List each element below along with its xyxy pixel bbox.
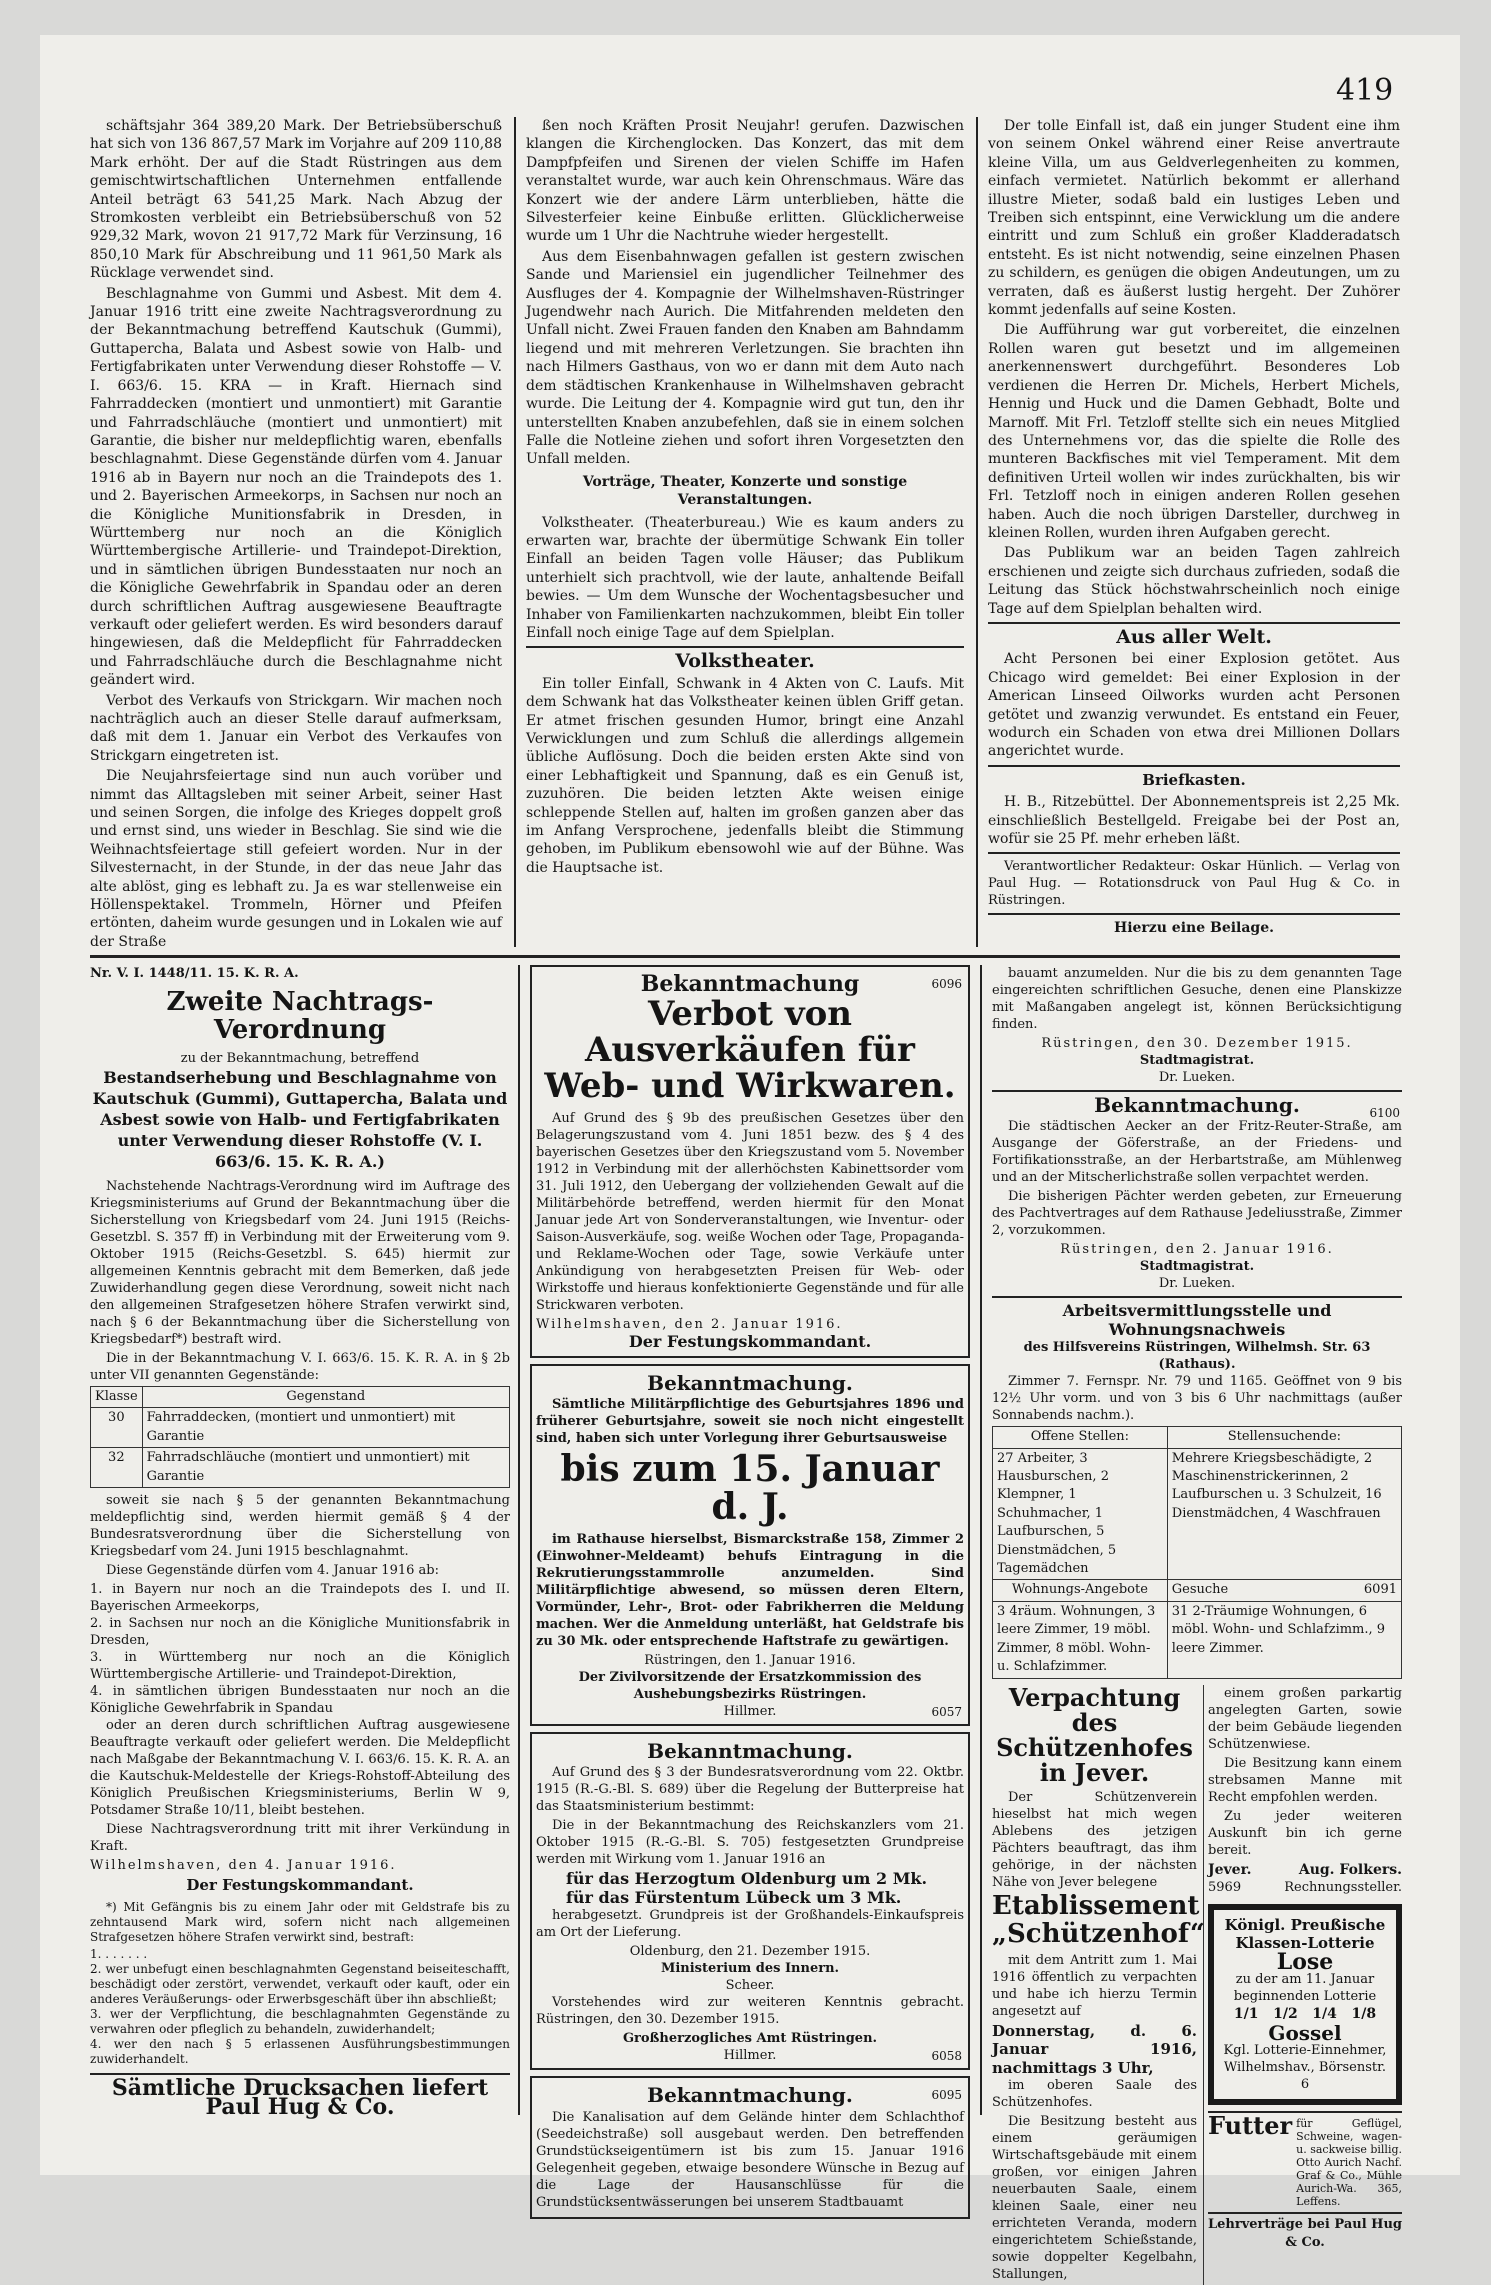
- signature: Der Festungskommandant.: [90, 1876, 510, 1894]
- table-row: [993, 1601, 1402, 1678]
- paragraph: im Rathause hierselbst, Bismarckstraße 158, Zimmer 2 (Einwohner-Meldeamt) behufs Eintragung in die Rekrutierungsstammrolle anzumelden. Sind Militärpflichtige abwesend, so müssen deren Eltern, Vormünder, Lehr-, Brot- oder Fabrikherren die Meldung machen. Wer die Anmeldung unterläßt, hat Geldstrafe bis zu 30 Mk. oder entsprechende Haftstrafe zu gewärtigen.: [536, 1531, 964, 1650]
- gesuche-label: Gesuche: [1172, 1582, 1228, 1597]
- section-divider: [90, 955, 1400, 958]
- paragraph: ßen noch Kräften Prosit Neujahr! gerufen. Dazwischen klangen die Kirchenglocken. Das Konzert, das mit dem Dampfpfeifen und Sirenen der vielen Schiffe im Hafen veranstaltet wurde, war auch kein Ohrenschmaus. Wäre das Konzert wie der andere Lärm unterblieben, hätte die Silvesterfeier keine Einbuße erlitten. Glücklicherweise wurde um 1 Uhr die Nachtruhe wieder hergestellt.: [526, 117, 964, 246]
- paragraph: Die Kanalisation auf dem Gelände hinter dem Schlachthof (Seedeichstraße) soll ausgebaut werden. Den betreffenden Grundstückseigentümern ist bis zum 15. Januar 1916 Gelegenheit gegeben, etwaige besondere Wünsche in Bezug auf die Lage der Hausanschlüsse für die Grundstücksentwässerungen bei unserem Stadtbauamt: [536, 2109, 964, 2211]
- contact-name: Aug. Folkers.: [1299, 1861, 1402, 1879]
- lehrvertraege-line: Lehrverträge bei Paul Hug & Co.: [1208, 2212, 1402, 2253]
- paragraph: Die in der Bekanntmachung des Reichskanzlers vom 21. Oktober 1915 (R.-G.-Bl. S. 705) festgesetzten Grundpreise werden mit Wirkung vom 1. Januar 1916 an: [536, 1817, 964, 1868]
- column-divider: [976, 117, 978, 947]
- schuetzenhof-right: [1203, 1685, 1402, 2285]
- ordinance-title: Zweite Nachtrags-Verordnung: [90, 989, 510, 1044]
- column-2-bottom: [530, 965, 970, 2115]
- goods-table: [90, 1386, 510, 1488]
- paragraph: Die Besitzung kann einem strebsamen Manne mit Recht empfohlen werden.: [1208, 1755, 1402, 1806]
- ad-number: 6057: [931, 1703, 962, 1721]
- schuetzenhof-title-3: in Jever.: [992, 1760, 1197, 1785]
- date-line: Oldenburg, den 21. Dezember 1915.: [536, 1943, 964, 1960]
- ad-heading: Bekanntmachung.: [536, 1742, 964, 1760]
- table-header-row: [91, 1387, 510, 1408]
- paragraph: H. B., Ritzebüttel. Der Abonnementspreis ist 2,25 Mk. einschließlich Bestellgeld. Freigabe bei der Post an, wofür sie 25 Pf. mehr erheben läßt.: [988, 793, 1400, 848]
- signature-name: Hillmer.: [536, 2047, 964, 2064]
- paragraph: Aus dem Eisenbahnwagen gefallen ist gestern zwischen Sande und Mariensiel ein jugendlicher Teilnehmer des Ausfluges der 4. Kompagnie der Wilhelmshaven-Rüstringer Jugendwehr nach Aurich. Die Mitfahrenden meldeten den Unfall nicht. Zwei Frauen fanden den Knaben am Bahndamm liegend und mit mehreren Verletzungen. Sie brachten ihn nach Hilmers Gasthaus, von wo er dann mit dem Auto nach dem städtischen Krankenhause in Wilhelmshaven gebracht wurde. Die Leitung der 4. Kompagnie wird gut tun, den ihr unterstellten Knaben anzubefehlen, daß sie in einem solchen Falle die Notleine ziehen und sofort ihren Vorgesetzten den Unfall melden.: [526, 248, 964, 469]
- date-line: Wilhelmshaven, den 4. Januar 1916.: [90, 1857, 510, 1874]
- paragraph: Auf Grund des § 3 der Bundesratsverordnung vom 22. Oktbr. 1915 (R.-G.-Bl. S. 689) über die Regelung der Butterpreise hat das Staatsministerium bestimmt:: [536, 1764, 964, 1815]
- list-item: 1. in Bayern nur noch an die Traindepots des I. und II. Bayerischen Armeekorps,: [90, 1581, 510, 1615]
- deadline-title: bis zum 15. Januar d. J.: [536, 1451, 964, 1527]
- footnote-intro: *) Mit Gefängnis bis zu einem Jahr oder mit Geldstrafe bis zu zehntausend Mark wird, sofern nicht nach allgemeinen Strafgesetzen höhere Strafen verwirkt sind, bestraft:: [90, 1900, 510, 1945]
- ad-heading: Bekanntmachung.: [536, 1374, 964, 1392]
- footnote-item: 4. wer den nach § 5 erlassenen Ausführungsbestimmungen zuwiderhandelt.: [90, 2037, 510, 2067]
- paragraph: Der tolle Einfall ist, daß ein junger Student eine ihm von seinem Onkel während einer Reise anvertraute kleine Villa, um aus Geldverlegenheiten zu kommen, einfach vermietet. Natürlich bekommt er allerhand illustre Mieter, sodaß bald ein lustiges Leben und Treiben sich entspinnt, eine Verwicklung um die andere eintritt und zum Schluß ein großer Kladderadatsch entsteht. Es ist nicht notwendig, seine einzelnen Phasen zu schildern, es genügen die obigen Andeutungen, um zu verraten, daß es äußerst lustig hergeht. Der Zuhörer kommt jedenfalls auf seine Kosten.: [988, 117, 1400, 319]
- lose-text: zu der am 11. Januar beginnenden Lotterie: [1220, 1971, 1390, 2005]
- table-header: Klasse: [91, 1387, 143, 1408]
- column-1-top: [90, 117, 502, 947]
- lotterie-ad: [1208, 1904, 1402, 2105]
- paragraph: Die Besitzung besteht aus einem geräumigen Wirtschaftsgebäude mit einem großen, vor einigen Jahren neuerbauten Saale, einem kleinen Saale, einer neu errichteten Veranda, modern eingerichtetem Schießstande, sowie doppelter Kegelbahn, Stallungen,: [992, 2113, 1197, 2283]
- aus-aller-welt-heading: Aus aller Welt.: [988, 628, 1400, 646]
- table-header: [1167, 1580, 1401, 1601]
- print-ad-footer: Sämtliche Drucksachen liefert Paul Hug & Co.: [90, 2073, 510, 2116]
- footnote-item: 1. . . . . . .: [90, 1947, 510, 1962]
- paragraph: Nachstehende Nachtrags-Verordnung wird im Auftrage des Kriegsministeriums auf Grund der Bekanntmachung über die Sicherstellung von Kriegsbedarf vom 24. Juni 1915 (Reichs-Gesetzbl. S. 357 ff) in Verbindung mit der Erweiterung vom 9. Oktober 1915 (Reichs-Gesetzbl. S. 645) hiermit zur allgemeinen Kenntnis gebracht mit dem Bemerken, daß jede Zuwiderhandlung gegen diese Verordnung, soweit nicht nach den allgemeinen Strafgesetzen höhere Strafen verwirkt sind, nach § 6 der Bekanntmachung über die Sicherstellung von Kriegsbedarf*) bestraft wird.: [90, 1178, 510, 1348]
- paragraph: im oberen Saale des Schützenhofes.: [992, 2077, 1197, 2111]
- contact-role: Rechnungssteller.: [1284, 1879, 1402, 1896]
- arbeit-title: Arbeitsvermittlungsstelle und Wohnungsnachweis: [992, 1302, 1402, 1339]
- arbeit-subtitle: des Hilfsvereins Rüstringen, Wilhelmsh. Str. 63 (Rathaus).: [992, 1339, 1402, 1373]
- gossel-text: Kgl. Lotterie-Einnehmer, Wilhelmshav., Börsenstr. 6: [1220, 2042, 1390, 2093]
- paragraph: Acht Personen bei einer Explosion getötet. Aus Chicago wird gemeldet: Bei einer Explosion in der American Linseed Oilworks wurden acht Personen getötet und zwanzig verwundet. Es entstand ein Feuer, wodurch ein Schaden von etwa drei Millionen Dollars angerichtet wurde.: [988, 650, 1400, 760]
- signature: Großherzogliches Amt Rüstringen.: [536, 2030, 964, 2047]
- table-cell: 30: [91, 1408, 143, 1448]
- date-line: Wilhelmshaven, den 2. Januar 1916.: [536, 1316, 964, 1333]
- table-row: [993, 1448, 1402, 1580]
- gossel-name: Gossel: [1220, 2024, 1390, 2042]
- table-header-row: [993, 1580, 1402, 1601]
- etablissement-title: Etablissement: [992, 1893, 1197, 1920]
- schuetzenhof-title-1: Verpachtung: [992, 1685, 1197, 1710]
- table-cell: 27 Arbeiter, 3 Hausburschen, 2 Klempner, 1 Schuhmacher, 1 Laufburschen, 5 Dienstmädchen, 5 Tagemädchen: [993, 1448, 1168, 1580]
- date-line: Rüstringen, den 2. Januar 1916.: [992, 1241, 1402, 1258]
- table-cell: 31 2-Träumige Wohnungen, 6 möbl. Wohn- und Schlafzimm., 9 leere Zimmer.: [1167, 1601, 1401, 1678]
- paragraph: Auf Grund des § 9b des preußischen Gesetzes über den Belagerungszustand vom 4. Juni 1851 bezw. des § 4 des bayerischen Gesetzes über den Kriegszustand vom 5. November 1912 in Verbindung mit der allerhöchsten Kabinettsorder vom 31. Juli 1912, den Uebergang der vollziehenden Gewalt auf die Militärbehörde betreffend, werden hiermit für den Monat Januar jede Art von Sonderveranstaltungen, wie Inventur- oder Saison-Ausverkäufe, sog. weiße Wochen oder Tage, Propaganda- und Reklame-Wochen oder Tage, sowie Verkäufe unter Ankündigung von herabgesetzten Preisen für Web- oder Wirkstoffe und hieraus konfektionierte Gegenstände und für alle Strickwaren verboten.: [536, 1110, 964, 1314]
- paragraph: Sämtliche Militärpflichtige des Geburtsjahres 1896 und früherer Geburtsjahre, soweit sie noch nicht eingestellt sind, haben sich unter Vorlegung ihrer Geburtsausweise: [536, 1396, 964, 1447]
- signature-name: Hillmer.: [536, 1703, 964, 1720]
- paragraph: schäftsjahr 364 389,20 Mark. Der Betriebsüberschuß hat sich von 136 867,57 Mark im Vorjahre auf 209 110,88 Mark erhöht. Der auf die Stadt Rüstringen aus dem gemischtwirtschaftlichen Unternehmen entfallende Anteil beträgt 63 541,25 Mark. Nach Abzug der Stromkosten verbleibt ein Betriebsüberschuß von 52 929,32 Mark, wovon 21 917,72 Mark für Verzinsung, 16 850,10 Mark für Abschreibung und 11 961,50 Mark als Rücklage verwendet sind.: [90, 117, 502, 283]
- table-header: Gegenstand: [142, 1387, 509, 1408]
- paragraph: Die Aufführung war gut vorbereitet, die einzelnen Rollen waren gut besetzt und im allgemeinen anerkennenswert durchgeführt. Besonderes Lob verdienen die Herren Dr. Michels, Herbert Michels, Hennig und Huck und die Damen Gebhadt, Bolte und Marnoff. Mit Frl. Tetzloff stellte sich ein neues Mitglied des Unternehmens vor, das die spielte die Rolle des munteren Backfisches mit viel Temperament. Mit dem definitiven Urteil wollen wir indes zurückhalten, bis wir Frl. Tetzloff noch in einigen anderen Rollen gesehen haben. Auch die noch übrigen Darsteller, durchweg in kleinen Rollen, wurden ihren Aufgaben gerecht.: [988, 321, 1400, 542]
- ad-number: 6091: [1364, 1581, 1397, 1599]
- newspaper-page: [40, 35, 1460, 2175]
- paragraph: mit dem Antritt zum 1. Mai 1916 öffentlich zu verpachten und habe ich hierzu Termin angesetzt auf: [992, 1952, 1197, 2020]
- signature: Stadtmagistrat.: [992, 1052, 1402, 1069]
- schuetzenhof-title-2: des Schützenhofes: [992, 1710, 1197, 1760]
- ordinance-ref: Nr. V. I. 1448/11. 15. K. R. A.: [90, 965, 510, 983]
- schuetzenhof-left: [992, 1685, 1197, 2285]
- column-1-bottom: [90, 965, 510, 2115]
- table-cell: Fahrraddecken, (montiert und unmontiert) mit Garantie: [142, 1408, 509, 1448]
- lotterie-title-2: Klassen-Lotterie: [1220, 1934, 1390, 1952]
- paragraph: Volkstheater. (Theaterbureau.) Wie es kaum anders zu erwarten war, brachte der übermütige Schwank Ein toller Einfall an beiden Tagen volle Häuser; das Publikum unterhielt sich prachtvoll, wie der laute, anhaltende Beifall bewies. — Um dem Wunsche der Wochentagsbesucher und Inhaber von Familienkarten nachzukommen, bleibt Ein toller Einfall noch einige Tage auf dem Spielplan.: [526, 514, 964, 643]
- paragraph: Das Publikum war an beiden Tagen zahlreich erschienen und zeigte sich durchaus zufrieden, sodaß die Leitung das Stück höchstwahrscheinlich noch einige Tage auf dem Spielplan behalten wird.: [988, 544, 1400, 618]
- column-2-top: [526, 117, 964, 947]
- paragraph: bauamt anzumelden. Nur die bis zu dem genannten Tage eingereichten schriftlichen Gesuche, denen eine Planskizze mit Maßangaben angelegt ist, können Berücksichtigung finden.: [992, 965, 1402, 1033]
- ordinance-subtitle-2: Bestandserhebung und Beschlagnahme von Kautschuk (Gummi), Guttapercha, Balata und Asbest sowie von Halb- und Fertigfabrikaten unter Verwendung dieser Rohstoffe (V. I. 663/6. 15. K. R. A.): [90, 1067, 510, 1172]
- paragraph: Vorstehendes wird zur weiteren Kenntnis gebracht. Rüstringen, den 30. Dezember 1915.: [536, 1994, 964, 2028]
- date-line: Rüstringen, den 30. Dezember 1915.: [992, 1035, 1402, 1052]
- table-cell: 32: [91, 1448, 143, 1488]
- ad-militaer: [530, 1364, 970, 1726]
- ad-butterpreise: [530, 1732, 970, 2070]
- ad-ausverkauf: [530, 965, 970, 1358]
- beilage-note: Hierzu eine Beilage.: [988, 919, 1400, 937]
- signature: Der Zivilvorsitzende der Ersatzkommission des Aushebungsbezirks Rüstringen.: [536, 1669, 964, 1703]
- termin-line: Donnerstag, d. 6. Januar 1916, nachmittags 3 Uhr,: [992, 2022, 1197, 2077]
- paragraph: Der Schützenverein hieselbst hat mich wegen Ablebens des jetzigen Pächters beauftragt, das ihm gehörige, in der nächsten Nähe von Jever belegene: [992, 1789, 1197, 1891]
- signature-name: Scheer.: [536, 1977, 964, 1994]
- table-header: Stellensuchende:: [1167, 1427, 1401, 1448]
- paragraph: oder an deren durch schriftlichen Auftrag ausgewiesene Beauftragte verkauft oder geliefert werden. Die Meldepflicht nach Maßgabe der Bekanntmachung V. I. 663/6. 15. K. R. A. an die Kautschuk-Meldestelle der Kriegs-Rohstoff-Abteilung des Königlich Preußischen Kriegsministeriums, Berlin W 9, Potsdamer Straße 10/11, bleibt bestehen.: [90, 1717, 510, 1819]
- list-item: 3. in Württemberg nur noch an die Königlich Württembergische Artillerie- und Traindepot-Direktion,: [90, 1649, 510, 1683]
- page-number: 419: [1336, 73, 1393, 108]
- paragraph: Zu jeder weiteren Auskunft bin ich gerne bereit.: [1208, 1808, 1402, 1859]
- ad-number: 6100: [1369, 1104, 1400, 1122]
- ad-number: 6096: [931, 975, 962, 993]
- table-cell: Mehrere Kriegsbeschädigte, 2 Maschinenstrickerinnen, 2 Laufburschen u. 3 Schulzeit, 16 Dienstmädchen, 4 Waschfrauen: [1167, 1448, 1401, 1580]
- paragraph: Die städtischen Aecker an der Fritz-Reuter-Straße, am Ausgange der Göferstraße, an der Friedens- und Fortifikationsstraße, an der Herbartstraße, am Mühlenweg und an der Mitscherlichstraße sollen verpachtet werden.: [992, 1118, 1402, 1186]
- table-header: Wohnungs-Angebote: [993, 1580, 1168, 1601]
- column-3-bottom: [992, 965, 1402, 2115]
- etablissement-name: „Schützenhof“: [992, 1921, 1197, 1948]
- signature: Ministerium des Innern.: [536, 1960, 964, 1977]
- signature-name: Dr. Lueken.: [992, 1069, 1402, 1086]
- paragraph: Zimmer 7. Fernspr. Nr. 79 und 1165. Geöffnet von 9 bis 12½ Uhr vorm. und von 3 bis 6 Uhr nachmittags (außer Sonnabends nachm.).: [992, 1373, 1402, 1424]
- paragraph: Die in der Bekanntmachung V. I. 663/6. 15. K. R. A. in § 2b unter VII genannten Gegenstände:: [90, 1350, 510, 1384]
- signature-name: Dr. Lueken.: [992, 1275, 1402, 1292]
- table-row: [91, 1448, 510, 1488]
- lotterie-title-1: Königl. Preußische: [1220, 1916, 1390, 1934]
- signature: Stadtmagistrat.: [992, 1258, 1402, 1275]
- paragraph: Ein toller Einfall, Schwank in 4 Akten von C. Laufs. Mit dem Schwank hat das Volkstheater keinen üblen Griff getan. Er atmet frischen gesunden Humor, bringt eine Anzahl Verwicklungen und zum Schluß die allerdings allgemein übliche Auflösung. Doch die beiden ersten Akte sind von einer Lebhaftigkeit und Spannung, daß es ein Genuß ist, zuzuhören. Die beiden letzten Akte weisen einige schleppende Stellen auf, halten im großen ganzen aber das im Anfang Versprochene, jedenfalls bleibt die Stimmung gehoben, im Publikum ebensowohl wie auf der Bühne. Was die Hauptsache ist.: [526, 675, 964, 877]
- ad-heading: Bekanntmachung.: [992, 1096, 1402, 1114]
- ad-heading: Bekanntmachung: [536, 975, 964, 993]
- job-table: [992, 1426, 1402, 1678]
- table-header: Offene Stellen:: [993, 1427, 1168, 1448]
- ordinance-subtitle-1: zu der Bekanntmachung, betreffend: [90, 1050, 510, 1067]
- column-divider: [980, 965, 982, 2115]
- date-line: Rüstringen, den 1. Januar 1916.: [536, 1652, 964, 1669]
- paragraph: Die bisherigen Pächter werden gebeten, zur Erneuerung des Pachtvertrages auf dem Rathause Jedeliusstraße, Zimmer 2, vorzukommen.: [992, 1188, 1402, 1239]
- schuetzenhof-ad: [992, 1685, 1402, 2285]
- table-row: [91, 1408, 510, 1448]
- ad-heading: Bekanntmachung.: [536, 2086, 964, 2104]
- paragraph: Diese Nachtragsverordnung tritt mit ihrer Verkündung in Kraft.: [90, 1821, 510, 1855]
- column-divider: [514, 117, 516, 947]
- ad-title: Verbot von Ausverkäufen für Web- und Wirkwaren.: [536, 997, 964, 1104]
- paragraph: soweit sie nach § 5 der genannten Bekanntmachung meldepflichtig sind, werden hiermit gemäß § 4 der Bundesratsverordnung über die Sicherstellung von Kriegsbedarf vom 24. Juni 1915 beschlagnahmt.: [90, 1492, 510, 1560]
- futter-ad: [1208, 2111, 1402, 2208]
- table-cell: Fahrradschläuche (montiert und unmontiert) mit Garantie: [142, 1448, 509, 1488]
- lose-title: Lose: [1220, 1953, 1390, 1971]
- redakteur-line: Verantwortlicher Redakteur: Oskar Hünlich. — Verlag von Paul Hug. — Rotationsdruck von Paul Hug & Co. in Rüstringen.: [988, 858, 1400, 909]
- futter-title: Futter: [1208, 2117, 1292, 2208]
- list-item: 2. in Sachsen nur noch an die Königliche Munitionsfabrik in Dresden,: [90, 1615, 510, 1649]
- paragraph: Diese Gegenstände dürfen vom 4. Januar 1916 ab:: [90, 1562, 510, 1579]
- price-line: für das Herzogtum Oldenburg um 2 Mk.: [536, 1870, 964, 1888]
- ad-number: 6058: [931, 2047, 962, 2065]
- column-3-top: [988, 117, 1400, 947]
- list-item: 4. in sämtlichen übrigen Bundesstaaten nur noch an die Königliche Gewehrfabrik in Spandau: [90, 1683, 510, 1717]
- table-cell: 3 4räum. Wohnungen, 3 leere Zimmer, 19 möbl. Zimmer, 8 möbl. Wohn- u. Schlafzimmer.: [993, 1601, 1168, 1678]
- table-header-row: [993, 1427, 1402, 1448]
- ad-number: 5969: [1208, 1879, 1241, 1896]
- briefkasten-heading: Briefkasten.: [988, 771, 1400, 789]
- ad-kanalisation: [530, 2076, 970, 2218]
- ad-number: 6095: [931, 2086, 962, 2104]
- price-line: für das Fürstentum Lübeck um 3 Mk.: [536, 1889, 964, 1907]
- lose-fractions: 1/1 1/2 1/4 1/8: [1220, 2005, 1390, 2023]
- paragraph: Die Neujahrsfeiertage sind nun auch vorüber und nimmt das Alltagsleben mit seiner Arbeit, seiner Hast und seinen Sorgen, die infolge des Krieges doppelt groß und ernst sind, uns wieder in Beschlag. Sie sind wie die Weihnachtsfeiertage still gefeiert worden. Nur in der Silvesternacht, in der Stunde, in der das neue Jahr das alte ablöst, ging es lebhaft zu. Ja es war stellenweise ein Höllenspektakel. Trommeln, Hörner und Pfeifen ertönten, daheim wurde gesungen und in Lokalen wie auf der Straße: [90, 767, 502, 951]
- footnote-item: 3. wer der Verpflichtung, die beschlagnahmten Gegenstände zu verwahren oder pfleglich zu behandeln, zuwiderhandelt;: [90, 2007, 510, 2037]
- paragraph: Beschlagnahme von Gummi und Asbest. Mit dem 4. Januar 1916 tritt eine zweite Nachtragsverordnung zu der Bekanntmachung betreffend Kautschuk (Gummi), Guttapercha, Balata und Asbest sowie von Halb- und Fertigfabrikaten unter Verwendung dieser Rohstoffe — V. I. 663/6. 15. KRA — in Kraft. Hiernach sind Fahrraddecken (montiert und unmontiert) mit Garantie und Fahrradschläuche (montiert und unmontiert) mit Garantie, die bisher nur meldepflichtig waren, ebenfalls beschlagnahmt. Diese Gegenstände dürfen vom 4. Januar 1916 ab in Bayern nur noch an die Traindepots des 1. und 2. Bayerischen Armeekorps, in Sachsen nur noch an die Königliche Munitionsfabrik in Dresden, in Württemberg nur noch an die Königlich Württembergische Artillerie- und Traindepot-Direktion, und in sämtlichen übrigen Bundesstaaten nur noch an die Königliche Gewehrfabrik in Spandau oder an deren durch schriftlichen Auftrag ausgewiesene Beauftragte verkauft oder geliefert werden. Es wird besonders darauf hingewiesen, daß die Meldepflicht für Fahrraddecken und Fahrradschläuche durch die Beschlagnahme nicht geändert wird.: [90, 285, 502, 690]
- footnote-item: 2. wer unbefugt einen beschlagnahmten Gegenstand beiseiteschafft, beschädigt oder zerstört, verwendet, verkauft oder kauft, oder ein anderes Veräußerungs- oder Erwerbsgeschäft über ihn abschließt;: [90, 1962, 510, 2007]
- column-divider: [518, 965, 520, 2115]
- paragraph: herabgesetzt. Grundpreis ist der Großhandels-Einkaufspreis am Ort der Lieferung.: [536, 1907, 964, 1941]
- town-name: Jever.: [1208, 1861, 1252, 1879]
- futter-text: für Geflügel, Schweine, wagen- u. sackweise billig. Otto Aurich Nachf. Graf & Co., Mühle Aurich-Wa. 365, Leffens.: [1296, 2117, 1402, 2208]
- paragraph: einem großen parkartig angelegten Garten, sowie der beim Gebäude liegenden Schützenwiese.: [1208, 1685, 1402, 1753]
- section-heading: Vorträge, Theater, Konzerte und sonstige Veranstaltungen.: [526, 473, 964, 510]
- signature: Der Festungskommandant.: [536, 1333, 964, 1351]
- volkstheater-heading: Volkstheater.: [526, 652, 964, 670]
- paragraph: Verbot des Verkaufs von Strickgarn. Wir machen noch nachträglich auch an dieser Stelle darauf aufmerksam, daß mit dem 1. Januar ein Verbot des Verkaufes von Strickgarn eingetreten ist.: [90, 692, 502, 766]
